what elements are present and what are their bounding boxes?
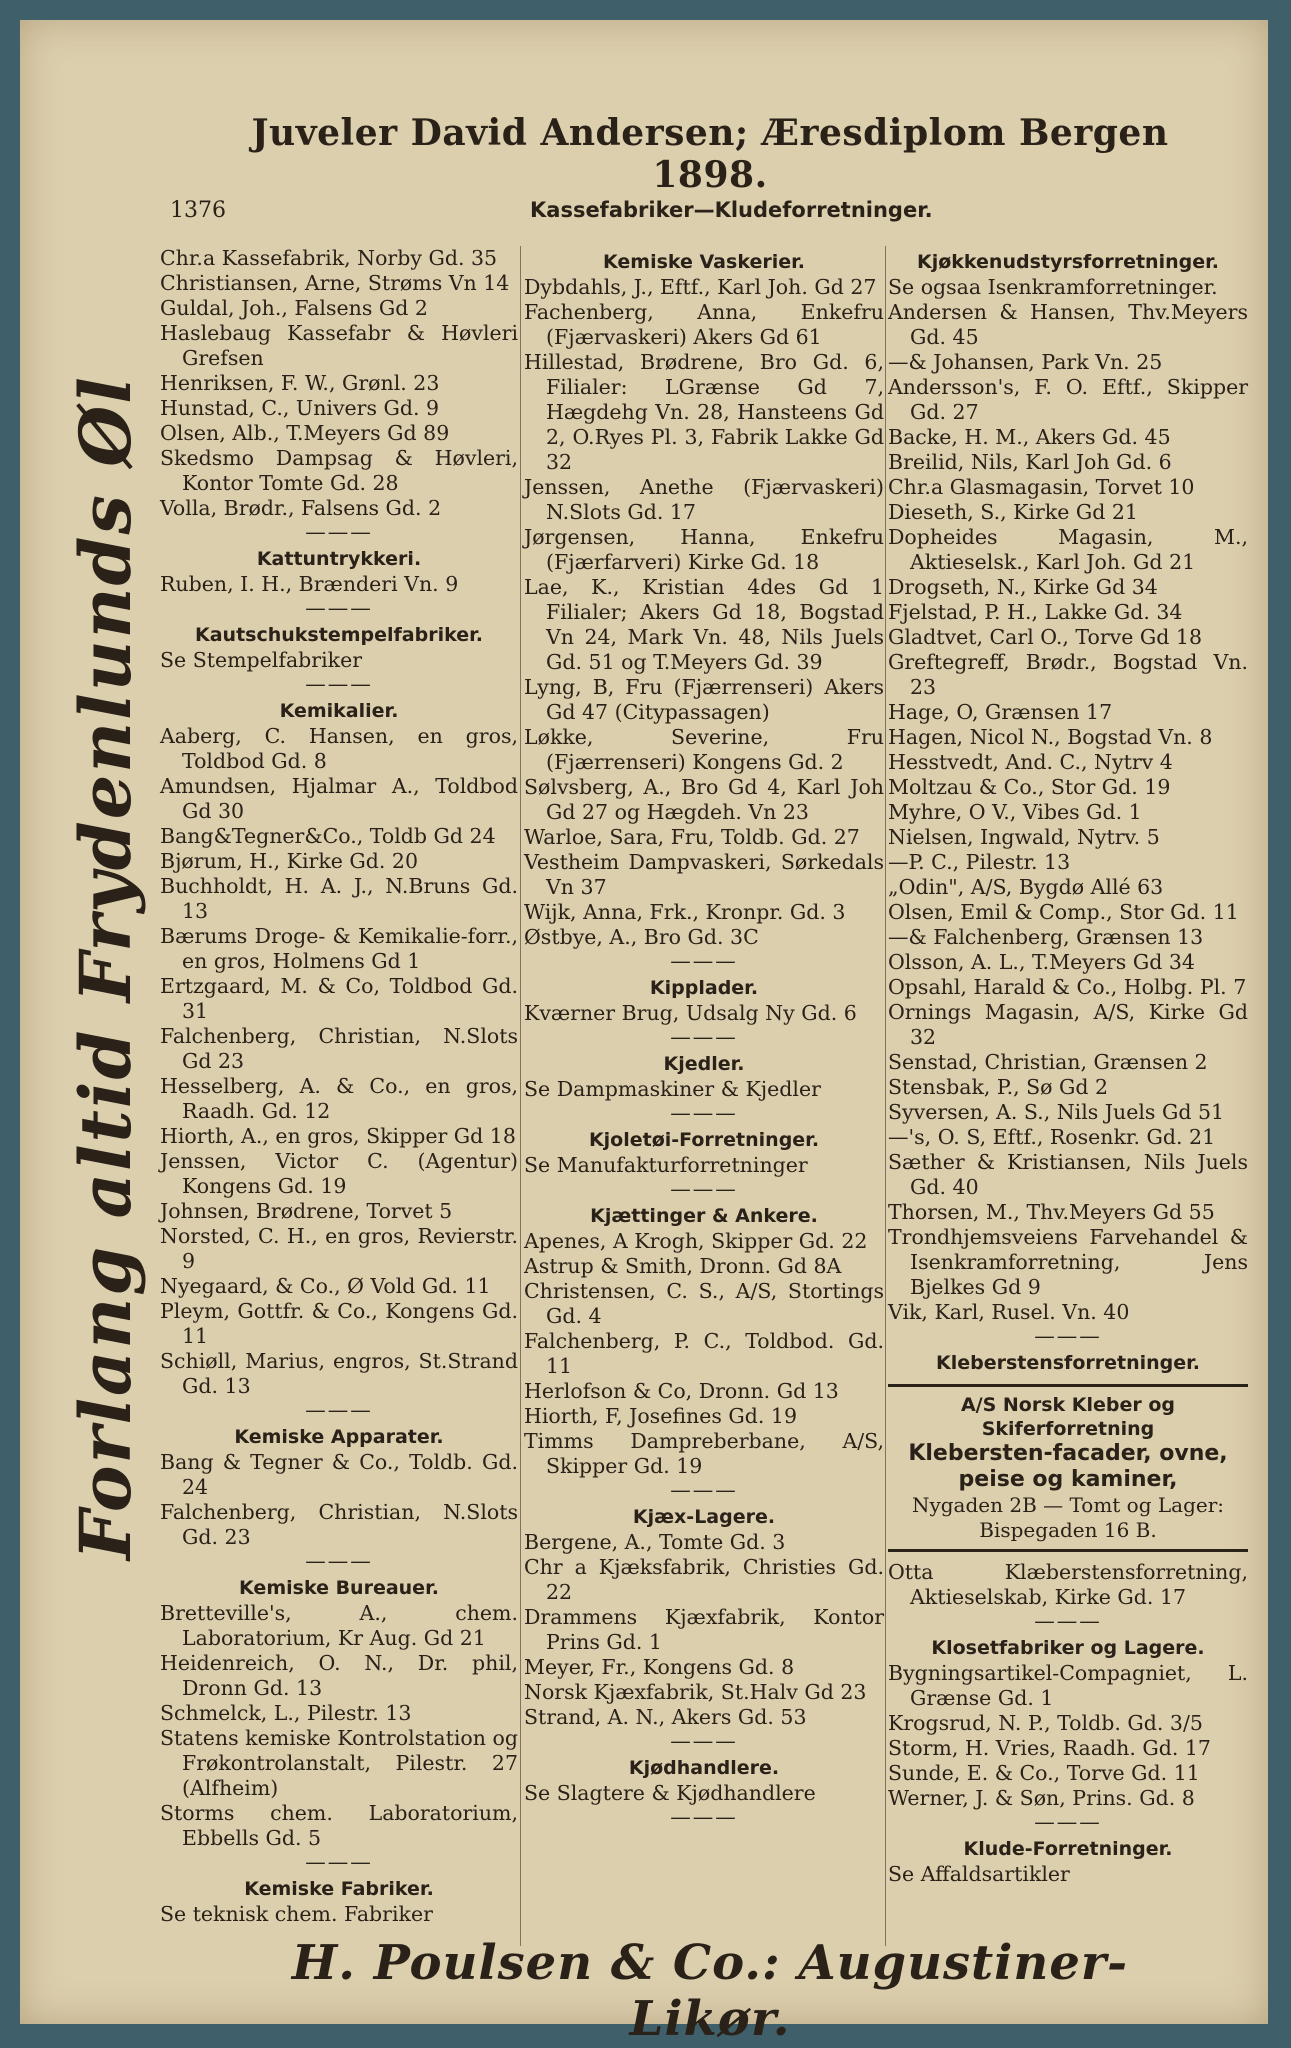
directory-entry: Gladtvet, Carl O., Torve Gd 18	[888, 625, 1202, 649]
directory-entry: Bergene, A., Tomte Gd. 3	[524, 1530, 786, 1554]
directory-entry: Timms Dampreberbane, A/S, Skipper Gd. 19	[524, 1429, 884, 1478]
directory-entry: Vik, Karl, Rusel. Vn. 40	[888, 1300, 1130, 1324]
directory-entry: Heidenreich, O. N., Dr. phil, Dronn Gd. 13	[160, 1651, 518, 1700]
section-separator: ———	[305, 1549, 373, 1573]
directory-entry: Bretteville's, A., chem. Laboratorium, Kr Aug. Gd 21	[160, 1601, 518, 1650]
directory-entry: Syversen, A. S., Nils Juels Gd 51	[888, 1100, 1225, 1124]
directory-entry: Bjørum, H., Kirke Gd. 20	[160, 849, 419, 873]
directory-entry: Jenssen, Anethe (Fjærvaskeri) N.Slots Gd. 17	[524, 475, 884, 524]
directory-entry: Skedsmo Dampsag & Høvleri, Kontor Tomte Gd. 28	[160, 446, 518, 495]
directory-entry: Fjelstad, P. H., Lakke Gd. 34	[888, 600, 1183, 624]
directory-entry: Stensbak, P., Sø Gd 2	[888, 1075, 1109, 1099]
directory-entry: —P. C., Pilestr. 13	[888, 850, 1071, 874]
directory-entry: Se Affaldsartikler	[888, 1862, 1070, 1886]
section-heading: Kemiske Vaskerier.	[603, 251, 805, 273]
directory-entry: Christiansen, Arne, Strøms Vn 14	[160, 271, 510, 295]
directory-entry: Lae, K., Kristian 4des Gd 1 Filialer; Akers Gd 18, Bogstad Vn 24, Mark Vn. 48, Nils Juels Gd. 51 og T.Meyers Gd. 39	[524, 575, 884, 674]
directory-entry: Hillestad, Brødrene, Bro Gd. 6, Filialer: LGrænse Gd 7, Hægdehg Vn. 28, Hansteens Gd 2, O.Ryes Pl. 3, Fabrik Lakke Gd 32	[524, 350, 884, 474]
directory-entry: Sølvsberg, A., Bro Gd 4, Karl Joh Gd 27 og Hægdeh. Vn 23	[524, 775, 884, 824]
directory-entry: Bang&Tegner&Co., Toldb Gd 24	[160, 824, 496, 848]
directory-entry: Se Stempelfabriker	[160, 648, 362, 672]
section-heading: Kjættinger & Ankere.	[590, 1205, 818, 1227]
directory-entry: Meyer, Fr., Kongens Gd. 8	[524, 1655, 795, 1679]
directory-entry: Nyegaard, & Co., Ø Vold Gd. 11	[160, 1274, 491, 1298]
section-separator: ———	[1034, 1324, 1102, 1348]
directory-page	[20, 20, 1268, 2047]
directory-entry: Breilid, Nils, Karl Joh Gd. 6	[888, 450, 1172, 474]
advert-heading: A/S Norsk Kleber og Skiferforretning	[960, 1394, 1176, 1440]
column-divider	[885, 246, 886, 1946]
column-1	[160, 246, 518, 1927]
column-divider	[520, 246, 521, 1946]
page-number: 1376	[170, 198, 226, 223]
directory-entry: Se Dampmaskiner & Kjedler	[524, 1077, 821, 1101]
directory-entry: Chr.a Kassefabrik, Norby Gd. 35	[160, 246, 498, 270]
directory-entry: Olsen, Alb., T.Meyers Gd 89	[160, 421, 450, 445]
directory-entry: Falchenberg, P. C., Toldbod. Gd. 11	[524, 1329, 884, 1378]
directory-entry: Apenes, A Krogh, Skipper Gd. 22	[524, 1229, 868, 1253]
directory-entry: Drogseth, N., Kirke Gd 34	[888, 575, 1158, 599]
section-heading: Kemiske Fabriker.	[244, 1878, 434, 1900]
directory-entry: Fachenberg, Anna, Enkefru (Fjærvaskeri) Akers Gd 61	[524, 300, 884, 349]
directory-entry: Olsen, Emil & Comp., Stor Gd. 11	[888, 900, 1239, 924]
directory-entry: Falchenberg, Christian, N.Slots Gd. 23	[160, 1500, 518, 1549]
section-heading: Klosetfabriker og Lagere.	[931, 1637, 1205, 1659]
directory-entry: Amundsen, Hjalmar A., Toldbod Gd 30	[160, 774, 518, 823]
section-separator: ———	[670, 1805, 738, 1829]
directory-entry: Hagen, Nicol N., Bogstad Vn. 8	[888, 725, 1213, 749]
directory-entry: Trondhjemsveiens Farvehandel & Isenkramforretning, Jens Bjelkes Gd 9	[888, 1225, 1248, 1299]
directory-entry: Norsted, C. H., en gros, Revierstr. 9	[160, 1224, 518, 1273]
directory-entry: Løkke, Severine, Fru (Fjærrenseri) Kongens Gd. 2	[524, 725, 884, 774]
directory-entry: Opsahl, Harald & Co., Holbg. Pl. 7	[888, 975, 1247, 999]
directory-entry: Se ogsaa Isenkramforretninger.	[888, 275, 1218, 299]
directory-entry: Hage, O, Grænsen 17	[888, 700, 1113, 724]
section-separator: ———	[670, 1729, 738, 1753]
directory-entry: Bang & Tegner & Co., Toldb. Gd. 24	[160, 1450, 518, 1499]
directory-entry: Lyng, B, Fru (Fjærrenseri) Akers Gd 47 (Citypassagen)	[524, 675, 884, 724]
section-separator: ———	[670, 1478, 738, 1502]
directory-entry: Volla, Brødr., Falsens Gd. 2	[160, 496, 442, 520]
directory-entry: Otta Klæberstensforretning, Aktieselskab, Kirke Gd. 17	[888, 1560, 1248, 1609]
section-separator: ———	[1034, 1609, 1102, 1633]
directory-entry: Thorsen, M., Thv.Meyers Gd 55	[888, 1200, 1215, 1224]
directory-entry: Dopheides Magasin, M., Aktieselsk., Karl Joh. Gd 21	[888, 525, 1248, 574]
section-separator: ———	[305, 1398, 373, 1422]
section-separator: ———	[670, 1025, 738, 1049]
directory-entry: Sæther & Kristiansen, Nils Juels Gd. 40	[888, 1150, 1248, 1199]
section-heading: Kautschukstempelfabriker.	[195, 624, 483, 646]
directory-entry: Hunstad, C., Univers Gd. 9	[160, 396, 440, 420]
section-separator: ———	[670, 1101, 738, 1125]
directory-entry: Chr a Kjæksfabrik, Christies Gd. 22	[524, 1555, 884, 1604]
directory-entry: Schmelck, L., Pilestr. 13	[160, 1701, 412, 1725]
directory-entry: Guldal, Joh., Falsens Gd 2	[160, 296, 428, 320]
directory-entry: Jørgensen, Hanna, Enkefru (Fjærfarveri) Kirke Gd. 18	[524, 525, 884, 574]
directory-entry: —'s, O. S, Eftf., Rosenkr. Gd. 21	[888, 1125, 1216, 1149]
directory-entry: Buchholdt, H. A. J., N.Bruns Gd. 13	[160, 874, 518, 923]
section-heading: Kipplader.	[649, 977, 759, 999]
directory-entry: „Odin", A/S, Bygdø Allé 63	[888, 875, 1164, 899]
directory-entry: Østbye, A., Bro Gd. 3C	[524, 925, 759, 949]
directory-entry: Falchenberg, Christian, N.Slots Gd 23	[160, 1024, 518, 1073]
directory-entry: Hesstvedt, And. C., Nytrv 4	[888, 750, 1173, 774]
section-separator: ———	[305, 596, 373, 620]
section-separator: ———	[670, 949, 738, 973]
column-3	[888, 246, 1248, 1887]
directory-entry: Se Slagtere & Kjødhandlere	[524, 1781, 816, 1805]
directory-entry: Dybdahls, J., Eftf., Karl Joh. Gd 27	[524, 275, 877, 299]
section-heading: Klude-Forretninger.	[963, 1838, 1173, 1860]
directory-entry: Schiøll, Marius, engros, St.Strand Gd. 13	[160, 1349, 518, 1398]
directory-entry: Bærums Droge- & Kemikalie-forr., en gros, Holmens Gd 1	[160, 924, 518, 973]
directory-entry: Norsk Kjæxfabrik, St.Halv Gd 23	[524, 1680, 867, 1704]
directory-entry: —& Falchenberg, Grænsen 13	[888, 925, 1204, 949]
directory-entry: Chr.a Glasmagasin, Torvet 10	[888, 475, 1195, 499]
section-separator: ———	[670, 1177, 738, 1201]
directory-entry: Olsson, A. L., T.Meyers Gd 34	[888, 950, 1195, 974]
section-heading: Kjoletøi-Forretninger.	[588, 1129, 820, 1151]
section-heading: Kemikalier.	[279, 700, 399, 722]
directory-entry: Nielsen, Ingwald, Nytrv. 5	[888, 825, 1160, 849]
directory-entry: Werner, J. & Søn, Prins. Gd. 8	[888, 1786, 1195, 1810]
directory-entry: Ruben, I. H., Brænderi Vn. 9	[160, 572, 459, 596]
directory-entry: Senstad, Christian, Grænsen 2	[888, 1050, 1208, 1074]
directory-entry: Christensen, C. S., A/S, Stortings Gd. 4	[524, 1279, 884, 1328]
directory-entry: Andersson's, F. O. Eftf., Skipper Gd. 27	[888, 375, 1248, 424]
directory-entry: Vestheim Dampvaskeri, Sørkedals Vn 37	[524, 850, 884, 899]
directory-entry: Dieseth, S., Kirke Gd 21	[888, 500, 1138, 524]
directory-entry: Backe, H. M., Akers Gd. 45	[888, 425, 1171, 449]
directory-entry: Greftegreff, Brødr., Bogstad Vn. 23	[888, 650, 1248, 699]
section-heading: Kemiske Bureauer.	[239, 1577, 439, 1599]
section-heading: Kjedler.	[663, 1053, 745, 1075]
directory-entry: Wijk, Anna, Frk., Kronpr. Gd. 3	[524, 900, 846, 924]
directory-entry: Ornings Magasin, A/S, Kirke Gd 32	[888, 1000, 1248, 1049]
directory-entry: Krogsrud, N. P., Toldb. Gd. 3/5	[888, 1711, 1203, 1735]
directory-entry: Myhre, O V., Vibes Gd. 1	[888, 800, 1142, 824]
directory-entry: Ertzgaard, M. & Co, Toldbod Gd. 31	[160, 974, 518, 1023]
section-separator: ———	[1034, 1810, 1102, 1834]
directory-entry: Moltzau & Co., Stor Gd. 19	[888, 775, 1171, 799]
sidebar-advert: Forlang altid Frydenlunds Øl	[64, 375, 147, 1560]
directory-entry: Henriksen, F. W., Grønl. 23	[160, 371, 440, 395]
bottom-advert-banner: H. Poulsen & Co.: Augustiner-Likør.	[291, 1935, 1129, 2047]
directory-entry: Storms chem. Laboratorium, Ebbells Gd. 5	[160, 1801, 518, 1850]
section-heading: Kjøkkenudstyrsforretninger.	[916, 251, 1219, 273]
section-separator: ———	[305, 672, 373, 696]
directory-entry: Aaberg, C. Hansen, en gros, Toldbod Gd. 8	[160, 724, 518, 773]
directory-entry: —& Johansen, Park Vn. 25	[888, 350, 1163, 374]
section-heading: Kemiske Apparater.	[234, 1426, 444, 1448]
advert-address: Nygaden 2B — Tomt og Lager: Bispegaden 16 B.	[911, 1493, 1225, 1542]
directory-entry: Andersen & Hansen, Thv.Meyers Gd. 45	[888, 300, 1248, 349]
directory-entry: Hiorth, A., en gros, Skipper Gd 18	[160, 1124, 516, 1148]
directory-entry: Storm, H. Vries, Raadh. Gd. 17	[888, 1736, 1211, 1760]
directory-entry: Jenssen, Victor C. (Agentur) Kongens Gd. 19	[160, 1149, 518, 1198]
directory-entry: Hesselberg, A. & Co., en gros, Raadh. Gd. 12	[160, 1074, 518, 1123]
directory-entry: Johnsen, Brødrene, Torvet 5	[160, 1199, 453, 1223]
directory-entry: Sunde, E. & Co., Torve Gd. 11	[888, 1761, 1200, 1785]
directory-entry: Pleym, Gottfr. & Co., Kongens Gd. 11	[160, 1299, 518, 1348]
directory-entry: Warloe, Sara, Fru, Toldb. Gd. 27	[524, 825, 860, 849]
directory-entry: Se Manufakturforretninger	[524, 1153, 808, 1177]
directory-entry: Statens kemiske Kontrolstation og Frøkontrolanstalt, Pilestr. 27 (Alfheim)	[160, 1726, 518, 1800]
advert-box	[888, 1384, 1248, 1552]
advert-slogan: Klebersten-facader, ovne, peise og kaminer,	[908, 1441, 1228, 1492]
directory-entry: Bygningsartikel-Compagniet, L. Grænse Gd. 1	[888, 1661, 1248, 1710]
section-heading: Kattuntrykkeri.	[256, 548, 422, 570]
running-title: Kassefabriker—Kludeforretninger.	[530, 198, 933, 222]
directory-entry: Strand, A. N., Akers Gd. 53	[524, 1705, 807, 1729]
section-heading: Kjæx-Lagere.	[632, 1506, 776, 1528]
column-2	[524, 246, 884, 1828]
section-heading: Kjødhandlere.	[628, 1757, 780, 1779]
section-separator: ———	[305, 520, 373, 544]
directory-entry: Kværner Brug, Udsalg Ny Gd. 6	[524, 1001, 857, 1025]
directory-entry: Herlofson & Co, Dronn. Gd 13	[524, 1379, 839, 1403]
directory-entry: Hiorth, F, Josefines Gd. 19	[524, 1404, 797, 1428]
top-advert-banner: Juveler David Andersen; Æresdiplom Bergen 1898.	[251, 112, 1169, 196]
directory-entry: Se teknisk chem. Fabriker	[160, 1902, 433, 1926]
section-heading: Kleberstensforretninger.	[935, 1352, 1201, 1374]
directory-entry: Astrup & Smith, Dronn. Gd 8A	[524, 1254, 842, 1278]
directory-entry: Drammens Kjæxfabrik, Kontor Prins Gd. 1	[524, 1605, 884, 1654]
directory-entry: Haslebaug Kassefabr & Høvleri Grefsen	[160, 321, 518, 370]
section-separator: ———	[305, 1850, 373, 1874]
